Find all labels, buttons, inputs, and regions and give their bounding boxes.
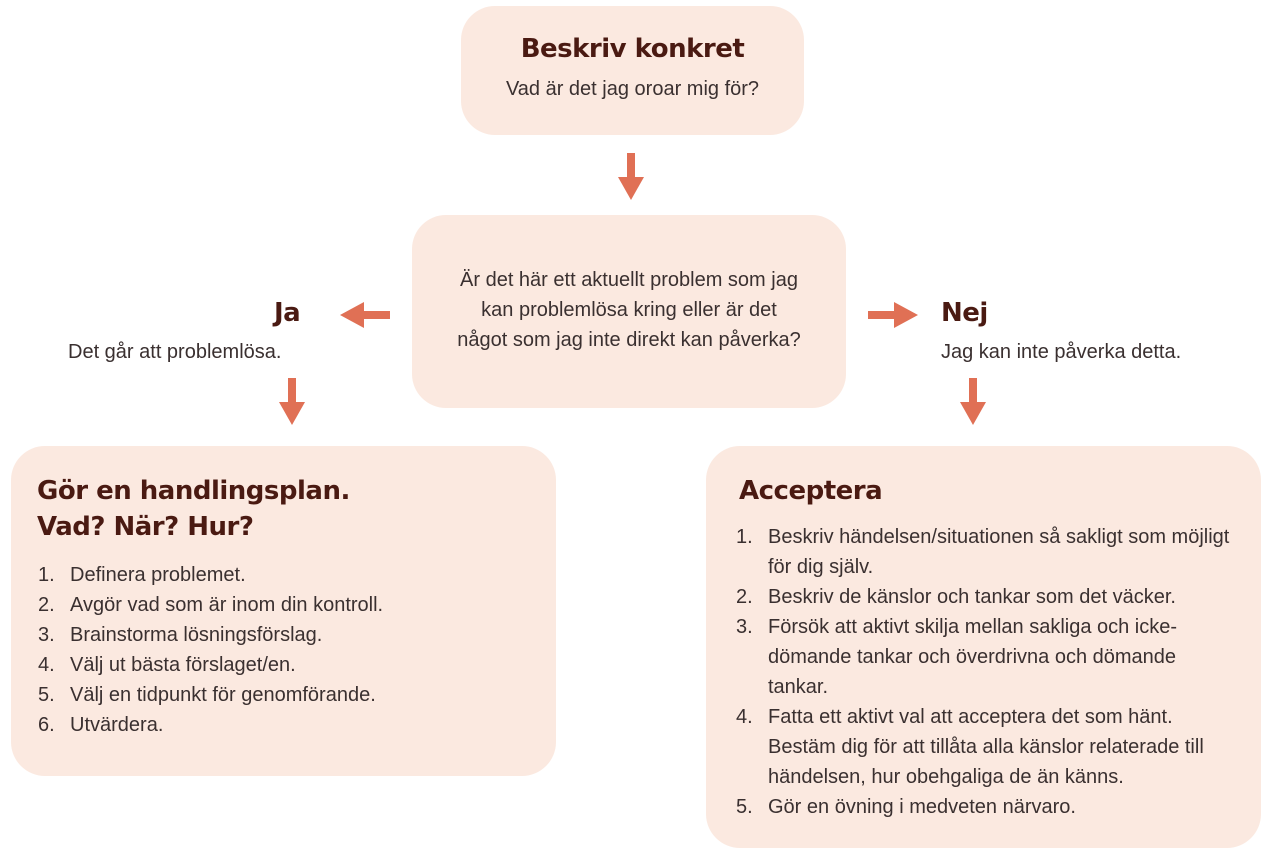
yes-subtitle: Det går att problemlösa. [68,341,282,363]
action-plan-box [11,446,556,776]
list-item: 2. Beskriv de känslor och tankar som det väcker. [736,586,1176,608]
no-subtitle: Jag kan inte påverka detta. [941,341,1182,363]
list-item: 3. Försök att aktivt skilja mellan sakliga och icke-dömande tankar och överdrivna och dömande tankar. [736,616,1178,698]
list-item: 5. Gör en övning i medveten närvaro. [736,796,1076,818]
list-item: 1. Beskriv händelsen/situationen så sakligt som möjligt för dig själv. [736,526,1230,578]
action-plan-title-line-2: Vad? När? Hur? [37,512,254,542]
list-item: 3. Brainstorma lösningsförslag. [38,624,323,646]
arrow-down-right-icon [960,378,986,426]
list-item: 5. Välj en tidpunkt för genomförande. [38,684,376,706]
arrow-right-icon [868,302,918,328]
question-line-3: något som jag inte direkt kan påverka? [457,329,801,351]
list-item: 2. Avgör vad som är inom din kontroll. [38,594,384,616]
action-plan-list [38,560,538,740]
list-item: 1. Definera problemet. [38,564,246,586]
question-box [412,215,846,408]
question-line-2: kan problemlösa kring eller är det [481,299,777,321]
action-plan-title-line-1: Gör en handlingsplan. [37,476,350,506]
yes-label: Ja [274,298,301,328]
arrow-down-icon [618,153,644,201]
accept-list [736,522,1236,822]
list-item: 4. Välj ut bästa förslaget/en. [38,654,296,676]
accept-box [706,446,1261,848]
describe-subtitle: Vad är det jag oroar mig för? [505,78,760,100]
list-item: 4. Fatta ett aktivt val att acceptera det som hänt. Bestäm dig för att tillåta alla känslor relaterade till händelsen, hur obehgaliga de än känns. [736,706,1204,788]
describe-box [461,6,804,135]
question-line-1: Är det här ett aktuellt problem som jag [460,269,798,291]
arrow-left-icon [340,302,390,328]
describe-title: Beskriv konkret [520,34,745,64]
list-item: 6. Utvärdera. [38,714,164,736]
no-label: Nej [941,298,988,328]
accept-title: Acceptera [739,476,883,506]
arrow-down-left-icon [279,378,305,426]
